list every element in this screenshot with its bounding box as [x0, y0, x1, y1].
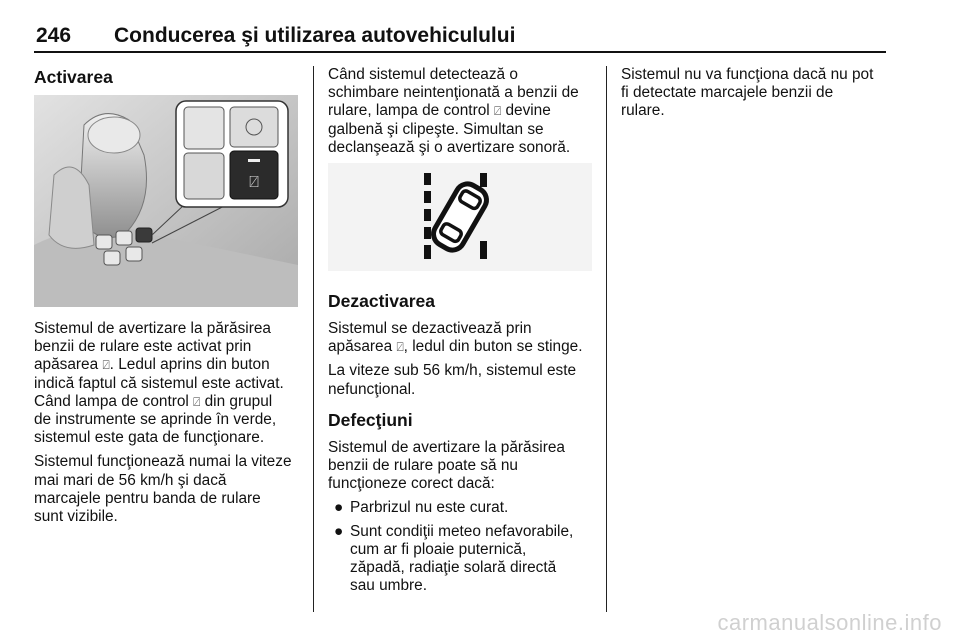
watermark: carmanualsonline.info — [717, 610, 942, 635]
faults-paragraph: Sistemul de avertizare la părăsirea benzii de rulare poate să nu funcţioneze corect dacă: — [328, 438, 565, 493]
lane-departure-icon: ⍁ — [396, 340, 404, 355]
column-divider-1 — [313, 66, 314, 612]
page-number: 246 — [36, 24, 72, 47]
svg-text:⍁: ⍁ — [249, 172, 259, 191]
list-item: ● Sunt condiţii meteo nefavorabile, cum ar fi ploaie puternică, zăpadă, radiaţie solară directă sau umbre. — [334, 522, 574, 595]
lane-departure-symbol-illustration — [328, 163, 592, 271]
heading-faults: Defecţiuni — [328, 409, 413, 430]
column-2-top — [328, 66, 598, 163]
deactivation-paragraph: Sistemul se dezactivează prin apăsarea ⍁, ledul din buton se stinge. — [328, 320, 583, 356]
header-rule — [34, 51, 886, 53]
console-button-photo — [34, 95, 298, 307]
bullet-icon: ● — [334, 499, 344, 517]
no-detection-paragraph: Sistemul nu va funcţiona dacă nu pot fi detectate marcajele benzii de rulare. — [621, 66, 874, 120]
column-1-text — [34, 320, 309, 532]
activation-paragraph: Sistemul de avertizare la părăsirea benzii de rulare este activat prin apăsarea ⍁. Ledul aprins din buton indică faptul că sistemul este activat. Când lampa de control ⍁ din grupul de instrumente se aprinde în verde, sistemul este gata de funcţionare. — [34, 320, 284, 447]
column-3 — [621, 66, 896, 127]
console-illustration — [34, 95, 298, 307]
lane-departure-icon: ⍁ — [102, 358, 110, 373]
bullet-icon: ● — [334, 522, 344, 540]
column-1 — [34, 66, 304, 88]
heading-activation: Activarea — [34, 67, 113, 87]
heading-deactivation: Dezactivarea — [328, 291, 436, 311]
column-2-bottom — [328, 290, 603, 600]
list-item: ● Parbrizul nu este curat. — [334, 499, 509, 517]
speed-condition-paragraph: Sistemul funcţionează numai la viteze mai mari de 56 km/h şi dacă marcajele pentru banda de rulare sunt vizibile. — [34, 453, 292, 526]
lane-departure-icon: ⍁ — [193, 394, 201, 409]
column-divider-2 — [606, 66, 607, 612]
detection-paragraph: Când sistemul detectează o schimbare neintenţionată a benzii de rulare, lampa de control ⍁ devine galbenă şi clipeşte. Simultan se declanşează şi o avertizare sonoră. — [328, 66, 579, 156]
lane-departure-icon: ⍁ — [493, 104, 502, 119]
lane-departure-symbol-icon — [328, 163, 592, 271]
faults-list — [328, 499, 603, 595]
page-title: Conducerea şi utilizarea autovehiculului — [114, 24, 516, 47]
low-speed-paragraph: La viteze sub 56 km/h, sistemul este nefuncţional. — [328, 362, 577, 398]
